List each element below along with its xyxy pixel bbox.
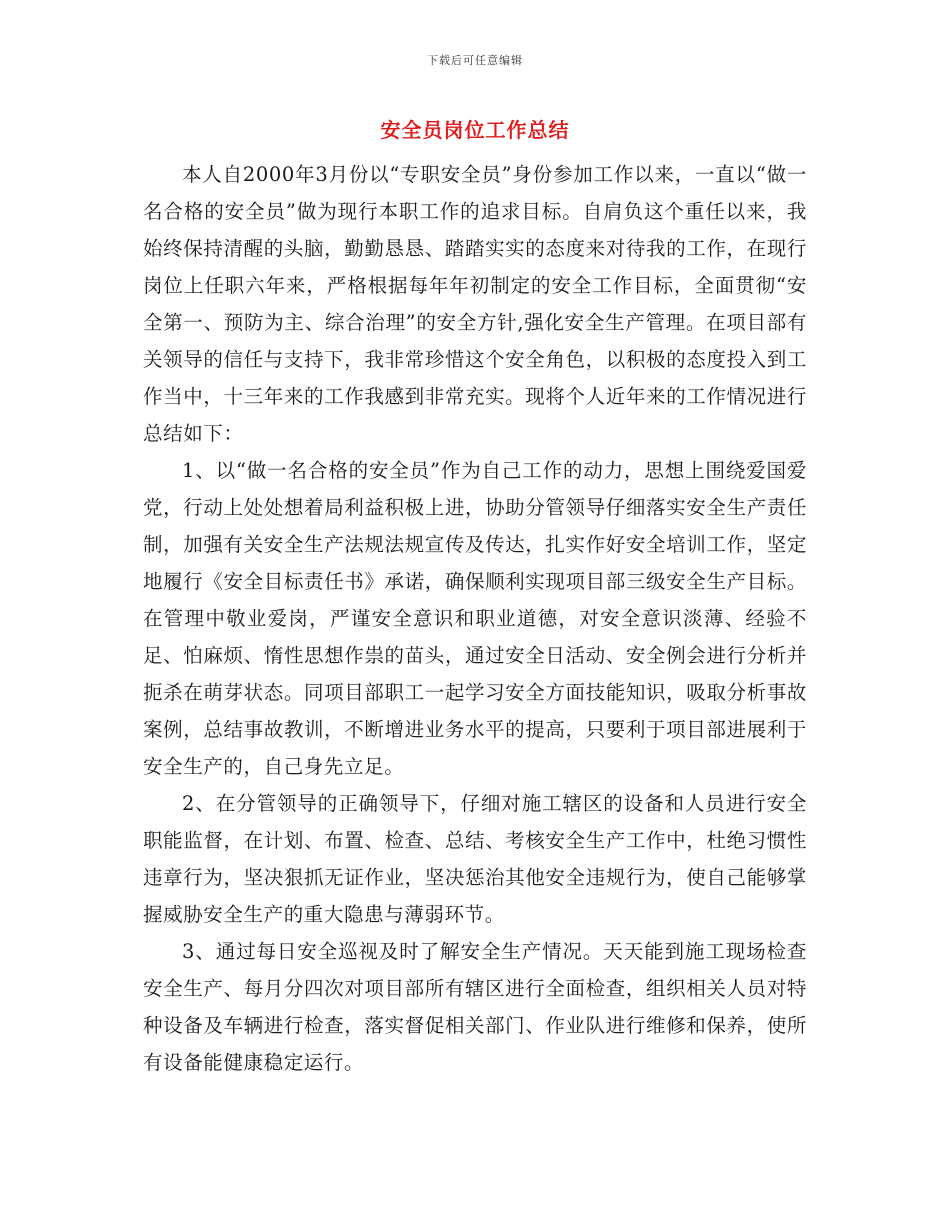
paragraph-item-2: 2、在分管领导的正确领导下，仔细对施工辖区的设备和人员进行安全职能监督，在计划、布置、检查、总结、考核安全生产工作中，杜绝习惯性违章行为，坚决狠抓无证作业，坚决惩治其他安全违规行为，使自己能够掌握威胁安全生产的重大隐患与薄弱环节。 [143,792,807,926]
document-title: 安全员岗位工作总结 [380,118,570,142]
paragraph-item-1: 1、以“做一名合格的安全员”作为自己工作的动力，思想上围绕爱国爱党，行动上处处想着局利益积极上进，协助分管领导仔细落实安全生产责任制，加强有关安全生产法规法规宣传及传达，扎实作好安全培训工作，坚定地履行《安全目标责任书》承诺，确保顺利实现项目部三级安全生产目标。在管理中敬业爱岗，严谨安全意识和职业道德，对安全意识淡薄、经验不足、怕麻烦、惰性思想作祟的苗头，通过安全日活动、安全例会进行分析并扼杀在萌芽状态。同项目部职工一起学习安全方面技能知识，吸取分析事故案例，总结事故教训，不断增进业务水平的提高，只要利于项目部进展利于安全生产的，自己身先立足。 [143,459,807,778]
paragraph-intro: 本人自2000年3月份以“专职安全员”身份参加工作以来，一直以“做一名合格的安全员”做为现行本职工作的追求目标。自肩负这个重任以来，我始终保持清醒的头脑，勤勤恳恳、踏踏实实的态度来对待我的工作，在现行岗位上任职六年来，严格根据每年年初制定的安全工作目标，全面贯彻“安全第一、预防为主、综合治理”的安全方针,强化安全生产管理。在项目部有关领导的信任与支持下，我非常珍惜这个安全角色，以积极的态度投入到工作当中，十三年来的工作我感到非常充实。现将个人近年来的工作情况进行总结如下： [143,163,807,445]
document-body [143,156,807,1081]
paragraph-item-3: 3、通过每日安全巡视及时了解安全生产情况。天天能到施工现场检查安全生产、每月分四次对项目部所有辖区进行全面检查，组织相关人员对特种设备及车辆进行检查，落实督促相关部门、作业队进行维修和保养，使所有设备能健康稳定运行。 [143,940,807,1074]
header-note: 下载后可任意编辑 [427,54,523,67]
